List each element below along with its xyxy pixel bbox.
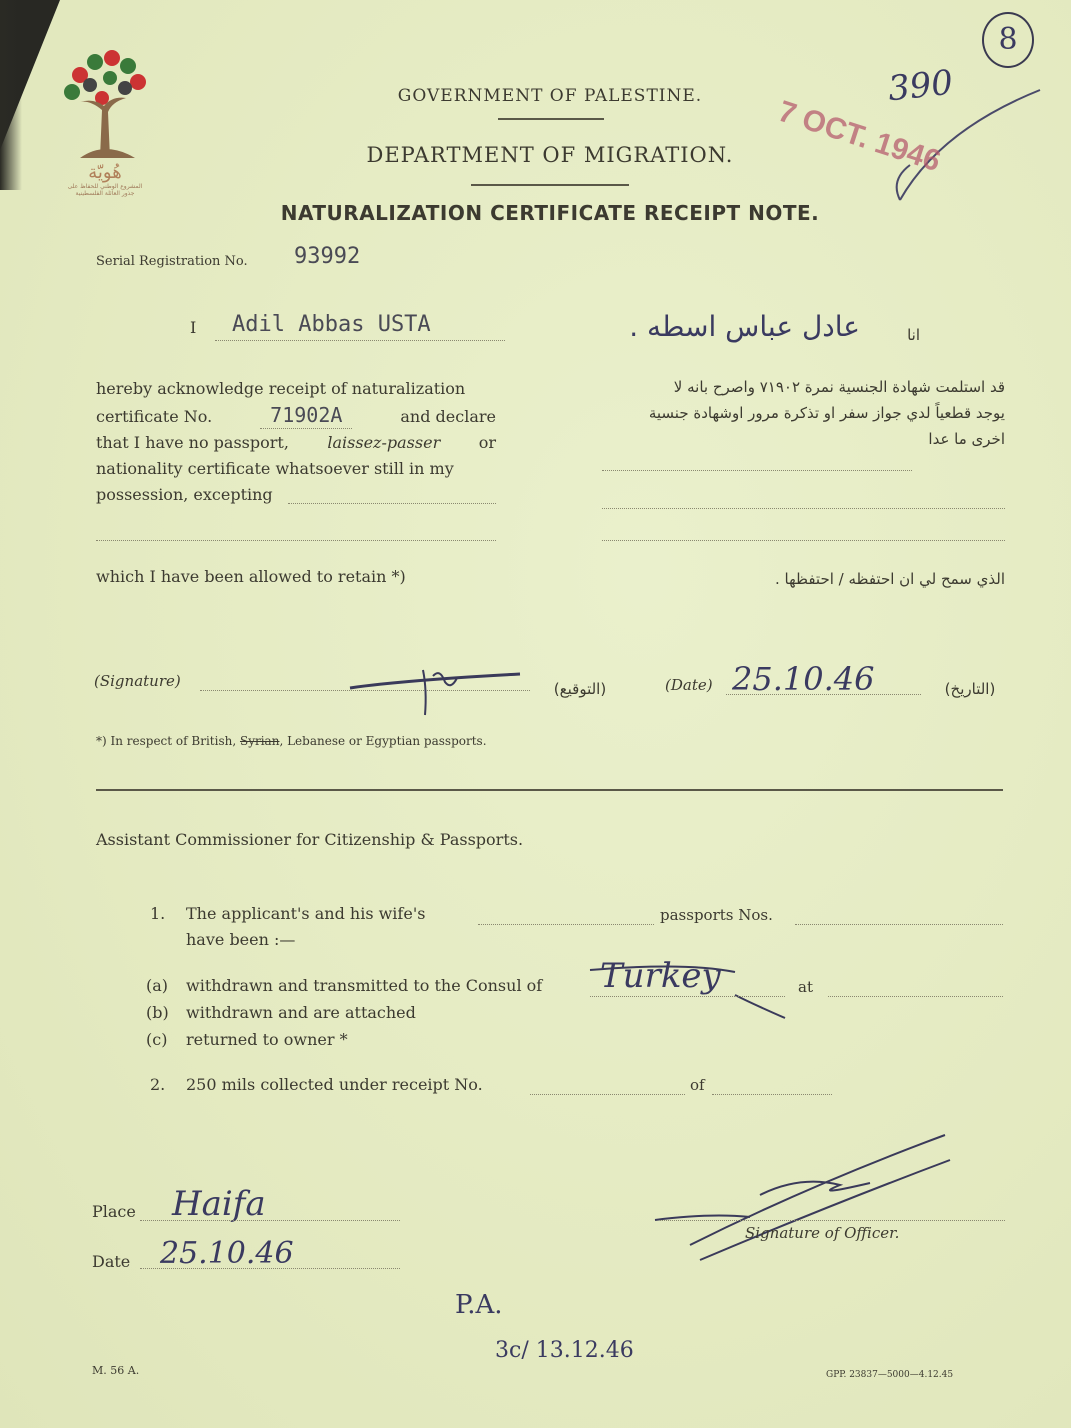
item-a-dotted-line-2 bbox=[828, 996, 1003, 997]
serial-value: 93992 bbox=[294, 244, 361, 269]
item-a-text: withdrawn and transmitted to the Consul of bbox=[186, 976, 543, 995]
item-a-dotted-line-1 bbox=[590, 996, 785, 997]
signature-label-en: (Signature) bbox=[94, 672, 181, 690]
declarant-prefix-ar: انا bbox=[907, 326, 920, 344]
item-a-label: (a) bbox=[146, 976, 169, 995]
declaration-line-3: that I have no passport, laissez-passer or bbox=[96, 433, 496, 452]
declaration-en bbox=[96, 376, 496, 508]
logo-caption-2: جذور العائلة الفلسطينية bbox=[75, 190, 135, 197]
officer-signature-label: Signature of Officer. bbox=[745, 1224, 900, 1242]
consul-country: Turkey bbox=[600, 956, 721, 996]
declaration-ar-line-1: قد استلمت شهادة الجنسية نمرة ٧١٩٠٢ واصرح بانه لا bbox=[673, 378, 1005, 396]
declarant-prefix-en: I bbox=[190, 318, 197, 337]
page-number: 8 bbox=[998, 22, 1018, 57]
form-code-left: M. 56 A. bbox=[92, 1364, 140, 1377]
declaration-line-5: possession, excepting bbox=[96, 485, 273, 504]
logo bbox=[50, 40, 160, 215]
place-dotted-line bbox=[140, 1220, 400, 1221]
item-b-text: withdrawn and are attached bbox=[186, 1003, 416, 1022]
item-b-label: (b) bbox=[146, 1003, 169, 1022]
date-label-en: (Date) bbox=[665, 676, 713, 694]
item-1-text-a: The applicant's and his wife's bbox=[186, 904, 426, 923]
place-value: Haifa bbox=[172, 1184, 266, 1224]
item-2-text-b: of bbox=[690, 1076, 705, 1094]
excepting-dotted-line bbox=[288, 503, 496, 504]
header-rule-2 bbox=[471, 184, 629, 186]
retain-text-en: which I have been allowed to retain *) bbox=[96, 567, 406, 586]
declaration-ar-line-2: يوجد قطعياً لدي جواز سفر او تذكرة مرور اوشهادة جنسية bbox=[648, 404, 1005, 422]
declaration-line-1: hereby acknowledge receipt of naturalization bbox=[96, 379, 466, 398]
header-rule-1 bbox=[498, 118, 604, 120]
certificate-number: 71902A bbox=[260, 402, 352, 429]
signature-label-ar: (التوقيع) bbox=[553, 680, 607, 698]
form-code-right: GPP. 23837—5000—4.12.45 bbox=[826, 1370, 954, 1380]
ar-dotted-line-3 bbox=[602, 540, 1005, 541]
commissioner-heading: Assistant Commissioner for Citizenship & Passports. bbox=[96, 830, 524, 849]
retain-text-ar: الذي سمح لي ان احتفظه / احتفظها . bbox=[775, 570, 1005, 588]
declaration-line-4: nationality certificate whatsoever still in my bbox=[96, 459, 454, 478]
item-2-dotted-line-1 bbox=[530, 1094, 685, 1095]
ar-dotted-line-2 bbox=[602, 508, 1005, 509]
bottom-date-value: 25.10.46 bbox=[160, 1236, 294, 1271]
item-1-text-c: have been :— bbox=[186, 930, 296, 949]
received-stamp: 7 OCT. 1946 bbox=[774, 94, 945, 179]
declarant-name-en: Adil Abbas USTA bbox=[232, 312, 431, 337]
document-title: NATURALIZATION CERTIFICATE RECEIPT NOTE. bbox=[280, 201, 820, 225]
declaration-ar bbox=[600, 374, 1005, 452]
item-c-text: returned to owner * bbox=[186, 1030, 348, 1049]
file-reference: 390 bbox=[886, 62, 955, 110]
handwritten-underline bbox=[585, 960, 795, 1020]
name-dotted-line bbox=[215, 340, 505, 341]
serial-label: Serial Registration No. bbox=[96, 254, 248, 269]
officer-dotted-line bbox=[660, 1220, 1005, 1221]
note-date: 3c/ 13.12.46 bbox=[495, 1338, 634, 1363]
item-1-dotted-line-1 bbox=[478, 924, 654, 925]
item-2-number: 2. bbox=[150, 1075, 166, 1094]
department-heading: DEPARTMENT OF MIGRATION. bbox=[366, 143, 734, 167]
section-divider bbox=[96, 789, 1003, 791]
item-1-number: 1. bbox=[150, 904, 166, 923]
item-a-at: at bbox=[798, 978, 813, 996]
note-pa: P.A. bbox=[455, 1290, 503, 1320]
declaration-ar-line-3: اخرى ما عدا bbox=[928, 430, 1005, 448]
officer-signature-icon bbox=[650, 1125, 960, 1265]
date-dotted-line bbox=[726, 694, 921, 695]
item-2-text-a: 250 mils collected under receipt No. bbox=[186, 1075, 483, 1094]
logo-name: هُويّة bbox=[88, 162, 122, 183]
excepting-dotted-line-2 bbox=[96, 540, 496, 541]
struck-word: Syrian bbox=[239, 734, 280, 748]
date-label-ar: (التاريخ) bbox=[944, 680, 996, 698]
government-heading: GOVERNMENT OF PALESTINE. bbox=[397, 86, 703, 106]
logo-caption-1: المشروع الوطني للحفاظ على bbox=[67, 183, 143, 190]
page-number-circle bbox=[982, 12, 1034, 68]
signature-date: 25.10.46 bbox=[732, 660, 875, 698]
item-2-dotted-line-2 bbox=[712, 1094, 832, 1095]
item-1-text-b: passports Nos. bbox=[660, 906, 773, 924]
place-label: Place bbox=[92, 1202, 136, 1221]
declaration-line-2: certificate No. 71902A and declare bbox=[96, 403, 496, 427]
applicant-signature-icon bbox=[345, 660, 525, 720]
declarant-name-ar: عادل عباس اسطه . bbox=[629, 310, 860, 343]
ar-dotted-line-1 bbox=[602, 470, 912, 471]
item-1-dotted-line-2 bbox=[795, 924, 1003, 925]
footnote: *) In respect of British, Syrian, Lebanese or Egyptian passports. bbox=[96, 734, 487, 748]
item-c-label: (c) bbox=[146, 1030, 168, 1049]
bottom-date-dotted-line bbox=[140, 1268, 400, 1269]
bottom-date-label: Date bbox=[92, 1252, 131, 1271]
